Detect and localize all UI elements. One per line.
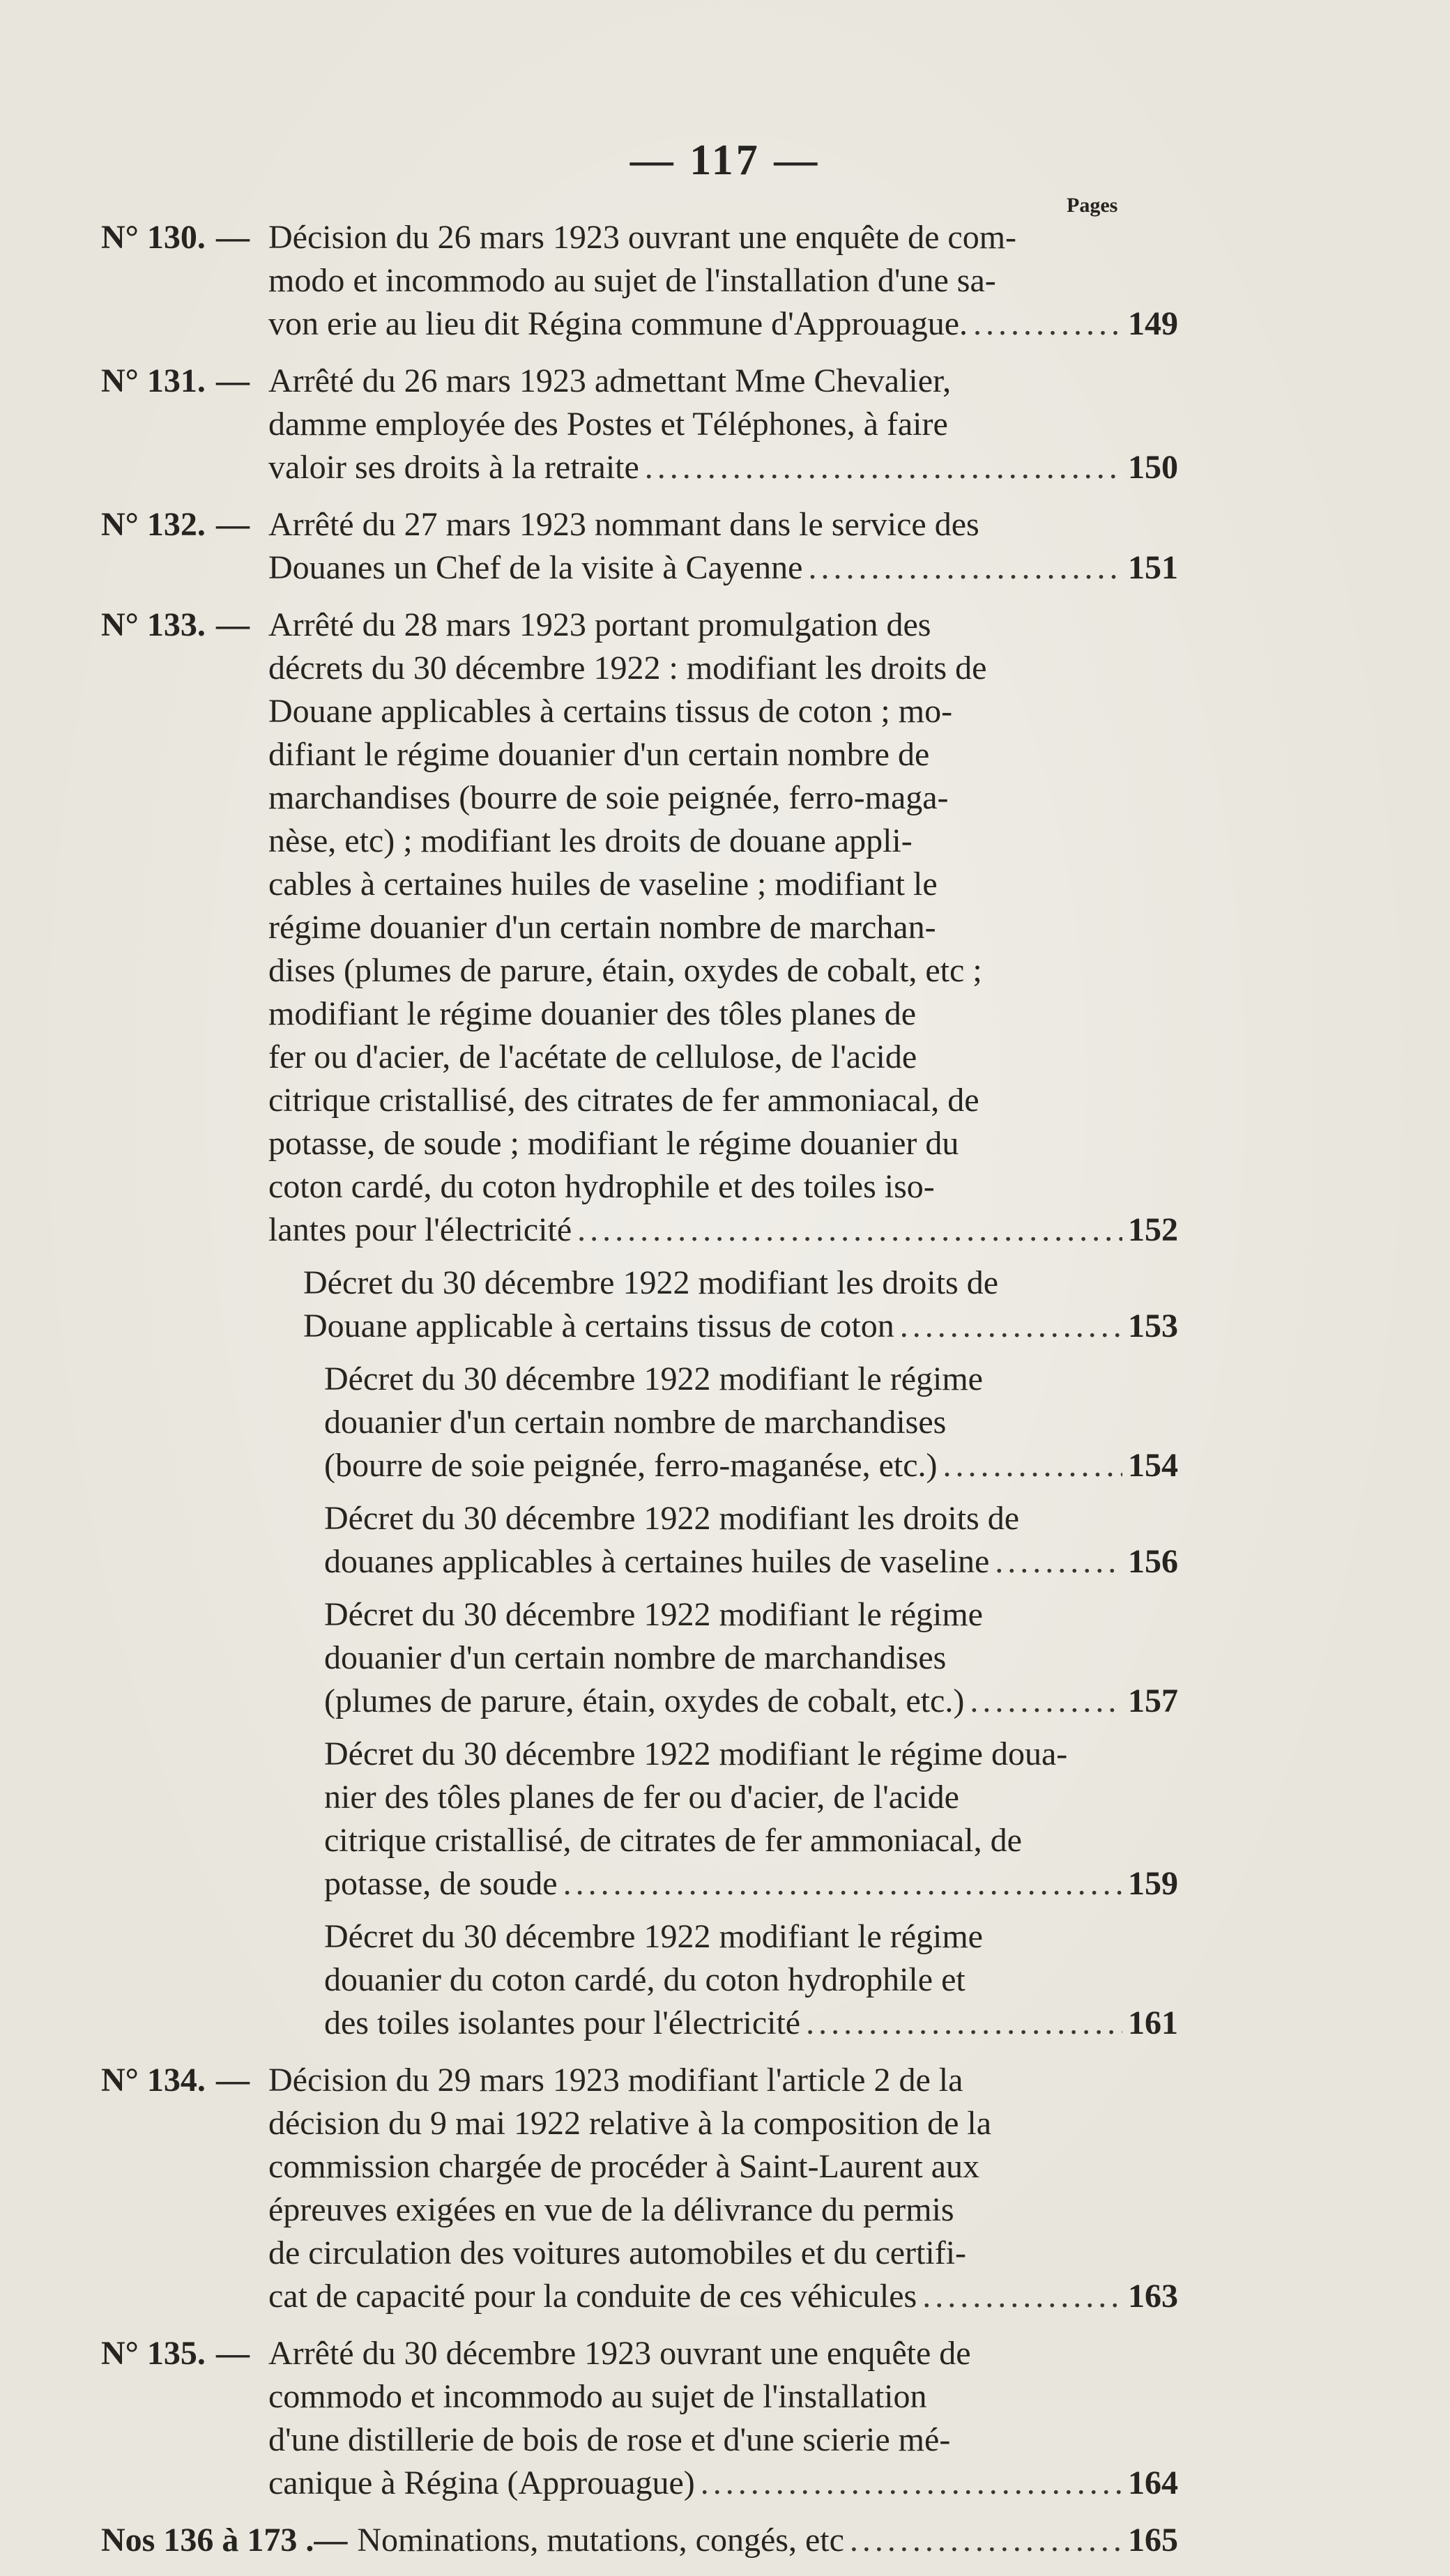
page-ref: 153 (1128, 1308, 1178, 1344)
dot-leader (850, 2519, 1122, 2562)
entry-text-line: Arrêté du 27 mars 1923 nommant dans le service des (268, 506, 979, 543)
entry-text-line: décision du 9 mai 1922 relative à la composition de la (268, 2105, 992, 2142)
page-number: — 117 — (629, 137, 821, 184)
decret-text-line: Décret du 30 décembre 1922 modifiant les droits de (324, 1500, 1020, 1537)
dot-leader (577, 1209, 1122, 1252)
entry-text-line: commodo et incommodo au sujet de l'installation (268, 2378, 927, 2415)
toc-entry-134 (101, 2059, 1178, 2318)
entry-text-line: modifiant le régime douanier des tôles planes de (268, 995, 917, 1032)
decret-text-line: (bourre de soie peignée, ferro-maganése, etc.) (324, 1447, 938, 1484)
decret-text-line: Décret du 30 décembre 1922 modifiant le régime (324, 1596, 983, 1633)
toc-entry-133 (101, 604, 1178, 2045)
entry-text-line: citrique cristallisé, des citrates de fer ammoniacal, de (268, 1082, 979, 1119)
toc-entry-132 (101, 503, 1178, 590)
decret-text-line: (plumes de parure, étain, oxydes de cobalt, etc.) (324, 1682, 965, 1719)
entry-text-line: Décision du 29 mars 1923 modifiant l'article 2 de la (268, 2062, 963, 2099)
dot-leader (943, 1444, 1122, 1487)
dot-leader (922, 2275, 1122, 2318)
dot-leader (808, 546, 1122, 590)
entry-text-line: Douanes un Chef de la visite à Cayenne (268, 549, 803, 586)
page-ref: 150 (1128, 449, 1178, 486)
decret-text-line: citrique cristallisé, de citrates de fer ammoniacal, de (324, 1822, 1022, 1859)
entry-text-line: nèse, etc) ; modifiant les droits de douane appli- (268, 822, 913, 859)
entry-text-line: von erie au lieu dit Régina commune d'Approuague. (268, 305, 968, 342)
entry-number: N° 133. (101, 606, 206, 643)
entry-text-line: cables à certaines huiles de vaseline ; modifiant le (268, 866, 938, 903)
entry-text-line: épreuves exigées en vue de la délivrance du permis (268, 2191, 954, 2228)
entry-number: N° 132. (101, 506, 206, 543)
entry-text-line: lantes pour l'électricité (268, 1211, 572, 1248)
entry-text-line: marchandises (bourre de soie peignée, ferro-maga- (268, 779, 949, 816)
decret-entry-157 (324, 1593, 1178, 1723)
decret-text-line: douanier d'un certain nombre de marchandises (324, 1404, 947, 1441)
decret-entry-161 (324, 1915, 1178, 2045)
decret-text-line: nier des tôles planes de fer ou d'acier, de l'acide (324, 1779, 959, 1816)
decret-entry-156 (324, 1497, 1178, 1584)
entry-dash: — (216, 606, 250, 643)
dot-leader (970, 1680, 1122, 1723)
entry-dash: — (216, 362, 250, 399)
page-ref: 164 (1128, 2464, 1178, 2501)
entry-text-line: modo et incommodo au sujet de l'installation d'une sa- (268, 262, 996, 299)
page-ref: 154 (1128, 1447, 1178, 1484)
decret-entry-154 (324, 1358, 1178, 1487)
toc-entry-135 (101, 2332, 1178, 2505)
entry-text-line: coton cardé, du coton hydrophile et des toiles iso- (268, 1168, 935, 1205)
entry-dash: — (216, 506, 250, 543)
page-ref: 149 (1128, 305, 1178, 342)
entry-text-line: Arrêté du 26 mars 1923 admettant Mme Chevalier, (268, 362, 952, 399)
decret-text-line: Décret du 30 décembre 1922 modifiant le régime doua- (324, 1735, 1068, 1772)
entry-number: Nos 136 à 173 .— (101, 2522, 348, 2559)
entry-text-line: d'une distillerie de bois de rose et d'une scierie mé- (268, 2421, 951, 2458)
entry-number: N° 130. (101, 219, 206, 256)
entry-dash: — (216, 2062, 250, 2099)
pages-column-label: Pages (1067, 194, 1118, 217)
decret-text-line: Douane applicable à certains tissus de coton (303, 1308, 894, 1344)
decret-text-line: Décret du 30 décembre 1922 modifiant le régime (324, 1918, 983, 1955)
page-ref: 165 (1128, 2522, 1178, 2559)
entry-text-line: potasse, de soude ; modifiant le régime douanier du (268, 1125, 959, 1162)
page-ref: 161 (1128, 2004, 1178, 2041)
entry-text-line: Douane applicables à certains tissus de coton ; mo- (268, 693, 953, 730)
entry-text-line: décrets du 30 décembre 1922 : modifiant les droits de (268, 650, 987, 687)
dot-leader (806, 2002, 1122, 2045)
entry-text-line: cat de capacité pour la conduite de ces véhicules (268, 2278, 917, 2315)
decret-entry-159 (324, 1733, 1178, 1906)
entry-text-line: canique à Régina (Approuague) (268, 2464, 695, 2501)
page-ref: 157 (1128, 1682, 1178, 1719)
decret-text-line: douanes applicables à certaines huiles de vaseline (324, 1543, 990, 1580)
decret-text-line: Décret du 30 décembre 1922 modifiant le régime (324, 1360, 983, 1397)
entry-text-line: damme employée des Postes et Téléphones, à faire (268, 406, 948, 443)
entry-dash: — (216, 2335, 250, 2372)
entry-number: N° 135. (101, 2335, 206, 2372)
decret-text-line: potasse, de soude (324, 1865, 558, 1902)
toc-entry-136-173 (101, 2519, 1178, 2562)
dot-leader (973, 302, 1122, 346)
entry-dash: — (216, 219, 250, 256)
entry-text-line: Décision du 26 mars 1923 ouvrant une enquête de com- (268, 219, 1017, 256)
entry-number: N° 134. (101, 2062, 206, 2099)
entry-number: N° 131. (101, 362, 206, 399)
table-of-contents (101, 216, 1178, 2576)
entry-text-line: de circulation des voitures automobiles et du certifi- (268, 2234, 967, 2271)
page-ref: 151 (1128, 549, 1178, 586)
page-ref: 159 (1128, 1865, 1178, 1902)
entry-text-line: Arrêté du 28 mars 1923 portant promulgation des (268, 606, 931, 643)
entry-text-line: fer ou d'acier, de l'acétate de cellulose, de l'acide (268, 1038, 917, 1075)
entry-text-line: régime douanier d'un certain nombre de marchan- (268, 909, 936, 946)
entry-text-line: dises (plumes de parure, étain, oxydes de cobalt, etc ; (268, 952, 982, 989)
dot-leader (563, 1862, 1122, 1906)
entry-text-line: difiant le régime douanier d'un certain nombre de (268, 736, 930, 773)
entry-text-line: commission chargée de procéder à Saint-Laurent aux (268, 2148, 980, 2185)
decret-text-line: douanier du coton cardé, du coton hydrophile et (324, 1961, 966, 1998)
dot-leader (995, 1540, 1122, 1584)
dot-leader (900, 1305, 1122, 1348)
toc-entry-130 (101, 216, 1178, 346)
entry-text-line: Nominations, mutations, congés, etc (357, 2522, 844, 2559)
dot-leader (645, 446, 1122, 489)
page-ref: 156 (1128, 1543, 1178, 1580)
entry-text-line: valoir ses droits à la retraite (268, 449, 639, 486)
decret-text-line: douanier d'un certain nombre de marchandises (324, 1639, 947, 1676)
page-ref: 152 (1128, 1211, 1178, 1248)
page-ref: 163 (1128, 2278, 1178, 2315)
entry-text-line: Arrêté du 30 décembre 1923 ouvrant une enquête de (268, 2335, 971, 2372)
decret-text-line: Décret du 30 décembre 1922 modifiant les droits de (303, 1264, 999, 1301)
toc-entry-131 (101, 360, 1178, 489)
dot-leader (701, 2462, 1122, 2505)
decret-text-line: des toiles isolantes pour l'électricité (324, 2004, 801, 2041)
decret-entry-153 (303, 1262, 1178, 1348)
